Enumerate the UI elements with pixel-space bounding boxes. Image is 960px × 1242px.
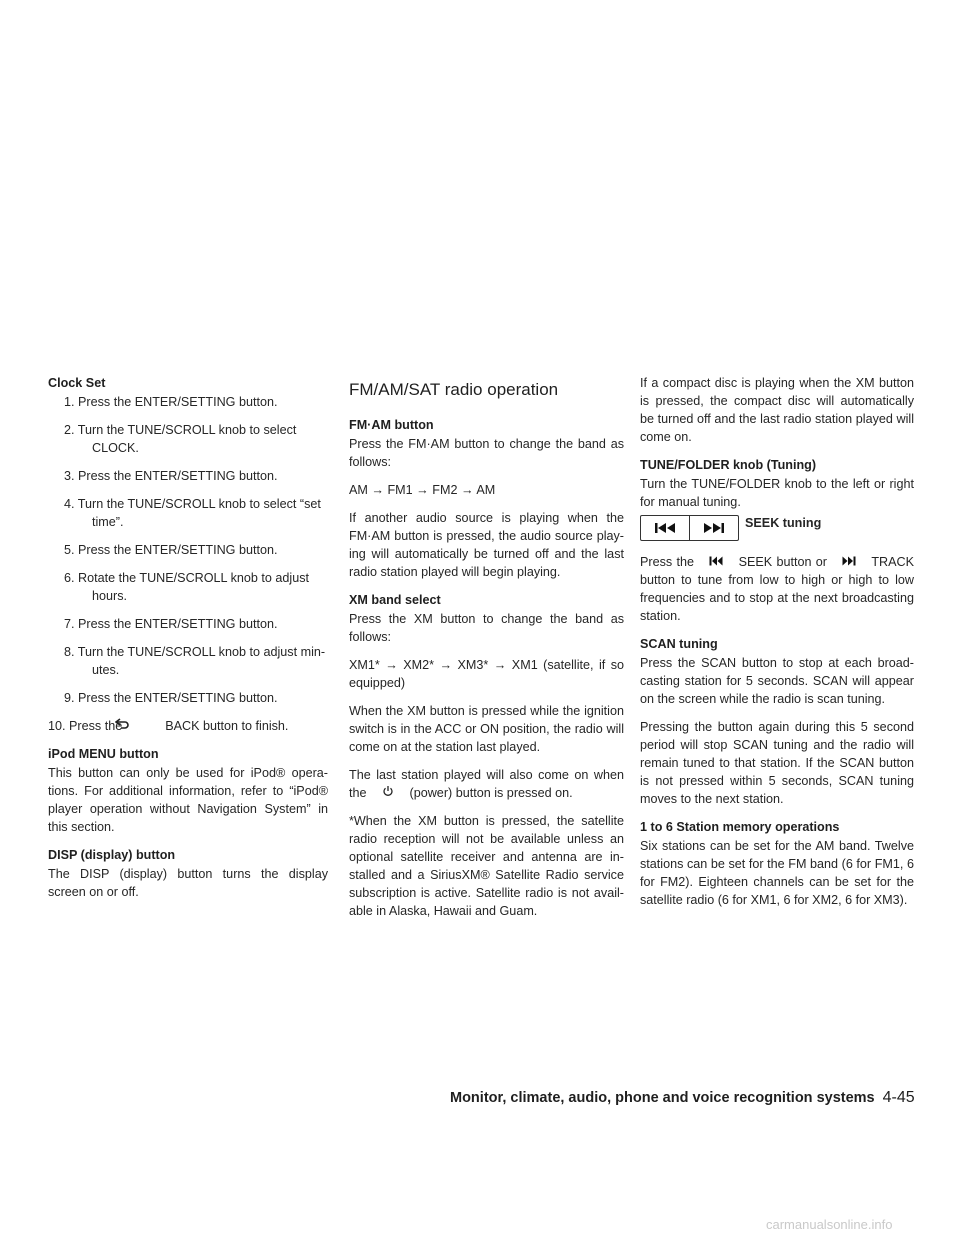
seek-press: Press the xyxy=(640,555,694,569)
watermark: carmanualsonline.info xyxy=(766,1217,893,1232)
seek-text xyxy=(640,553,914,625)
column-right xyxy=(640,374,914,919)
memory-heading: 1 to 6 Station memory operations xyxy=(640,820,840,834)
step10-suffix: BACK button to finish. xyxy=(165,719,289,733)
list-item: 8. Turn the TUNE/SCROLL knob to adjust min- utes. xyxy=(64,645,326,677)
list-item: 7. Press the ENTER/SETTING button. xyxy=(64,617,278,631)
list-item: 5. Press the ENTER/SETTING button. xyxy=(64,543,278,557)
seek-forward-small-icon xyxy=(831,553,867,571)
list-item: 2. Turn the TUNE/SCROLL knob to select CLOCK. xyxy=(64,423,297,455)
power-icon xyxy=(370,784,406,802)
seek-tuning-heading: SEEK tuning xyxy=(745,516,822,530)
list-item xyxy=(48,717,328,735)
seek-back-small-icon xyxy=(698,553,734,571)
memory-text: Six stations can be set for the AM band. Twelve stations can be set for the FM band (6 for FM1, 6 for FM2). Eighteen channels can be set for the satellite radio (6 for XM1, 6 for XM2, 6 for XM3). xyxy=(640,839,914,907)
list-item: 9. Press the ENTER/SETTING button. xyxy=(64,691,278,705)
list-item: 1. Press the ENTER/SETTING button. xyxy=(64,395,278,409)
seek-mid: SEEK button or xyxy=(738,555,827,569)
xm-text-3 xyxy=(349,766,624,802)
fmam-sequence: AM → FM1 → FM2 → AM xyxy=(349,483,496,497)
section-title: FM/AM/SAT radio operation xyxy=(349,380,559,399)
fmam-heading: FM·AM button xyxy=(349,418,434,432)
xm-sequence: XM1* → XM2* → XM3* → XM1 (satellite, if so equipped) xyxy=(349,658,624,690)
scan-heading: SCAN tuning xyxy=(640,637,718,651)
scan-text: Press the SCAN button to stop at each broad- casting station for 5 seconds. SCAN will appear on the screen while the radio is scan tuning. xyxy=(640,656,914,706)
page-footer xyxy=(450,1089,914,1107)
seek-keys xyxy=(640,515,739,541)
seek-forward-icon xyxy=(689,516,738,540)
list-item: 4. Turn the TUNE/SCROLL knob to select “set time”. xyxy=(64,497,321,529)
xm-text: Press the XM button to change the band as follows: xyxy=(349,612,624,644)
list-item: 6. Rotate the TUNE/SCROLL knob to adjust hours. xyxy=(64,571,310,603)
column-left xyxy=(48,374,328,911)
seek-back-icon xyxy=(641,516,689,540)
page-number: 4-45 xyxy=(882,1089,915,1106)
xm-heading: XM band select xyxy=(349,593,441,607)
seek-track: TRACK xyxy=(871,555,915,569)
list-item: 3. Press the ENTER/SETTING button. xyxy=(64,469,278,483)
ipod-menu-text: This button can only be used for iPod® opera- tions. For additional information, refer to “iPod® player operation without Navigation System” in this section. xyxy=(48,766,328,834)
cd-text: If a compact disc is playing when the XM button is pressed, the compact disc will automatically be turned off and the last radio station played will come on. xyxy=(640,376,914,444)
clock-set-heading: Clock Set xyxy=(48,376,106,390)
fmam-text: Press the FM·AM button to change the band as follows: xyxy=(349,437,624,469)
disp-heading: DISP (display) button xyxy=(48,848,176,862)
footer-section-title: Monitor, climate, audio, phone and voice recognition systems xyxy=(450,1090,875,1106)
column-middle xyxy=(349,374,624,930)
step10-prefix: 10. Press the xyxy=(48,719,123,733)
xm-text-2: When the XM button is pressed while the ignition switch is in the ACC or ON position, the radio will come on at the station last played. xyxy=(349,704,624,754)
xm-note: *When the XM button is pressed, the satellite radio reception will not be available unless an optional satellite receiver and antenna are in- stalled and a SiriusXM® Satellite Radio service subscription is active. Satellite radio is not avail- able in Alaska, Hawaii and Guam. xyxy=(349,814,624,918)
disp-text: The DISP (display) button turns the display screen on or off. xyxy=(48,867,328,899)
fmam-text-2: If another audio source is playing when the FM·AM button is pressed, the audio source play- ing will automatically be turned off and the last radio station played will begin playing. xyxy=(349,511,624,579)
ipod-menu-heading: iPod MENU button xyxy=(48,747,159,761)
xm-text-3-suffix: (power) button is pressed on. xyxy=(409,786,573,800)
scan-text-2: Pressing the button again during this 5 second period will stop SCAN tuning and the radio will remain tuned to that station. If the SCAN button is not pressed within 5 seconds, SCAN tuning moves to the next station. xyxy=(640,720,914,806)
clock-steps-list xyxy=(48,393,328,735)
seek-description: button to tune from low to high or high to low frequencies and to stop at the next broadcasting station. xyxy=(640,573,914,623)
xm-text-3-prefix: The last station played will also come on when the xyxy=(349,768,624,800)
back-arrow-icon xyxy=(126,717,162,735)
tune-heading: TUNE/FOLDER knob (Tuning) xyxy=(640,458,817,472)
seek-illustration xyxy=(640,515,914,541)
tune-text: Turn the TUNE/FOLDER knob to the left or right for manual tuning. xyxy=(640,477,914,509)
